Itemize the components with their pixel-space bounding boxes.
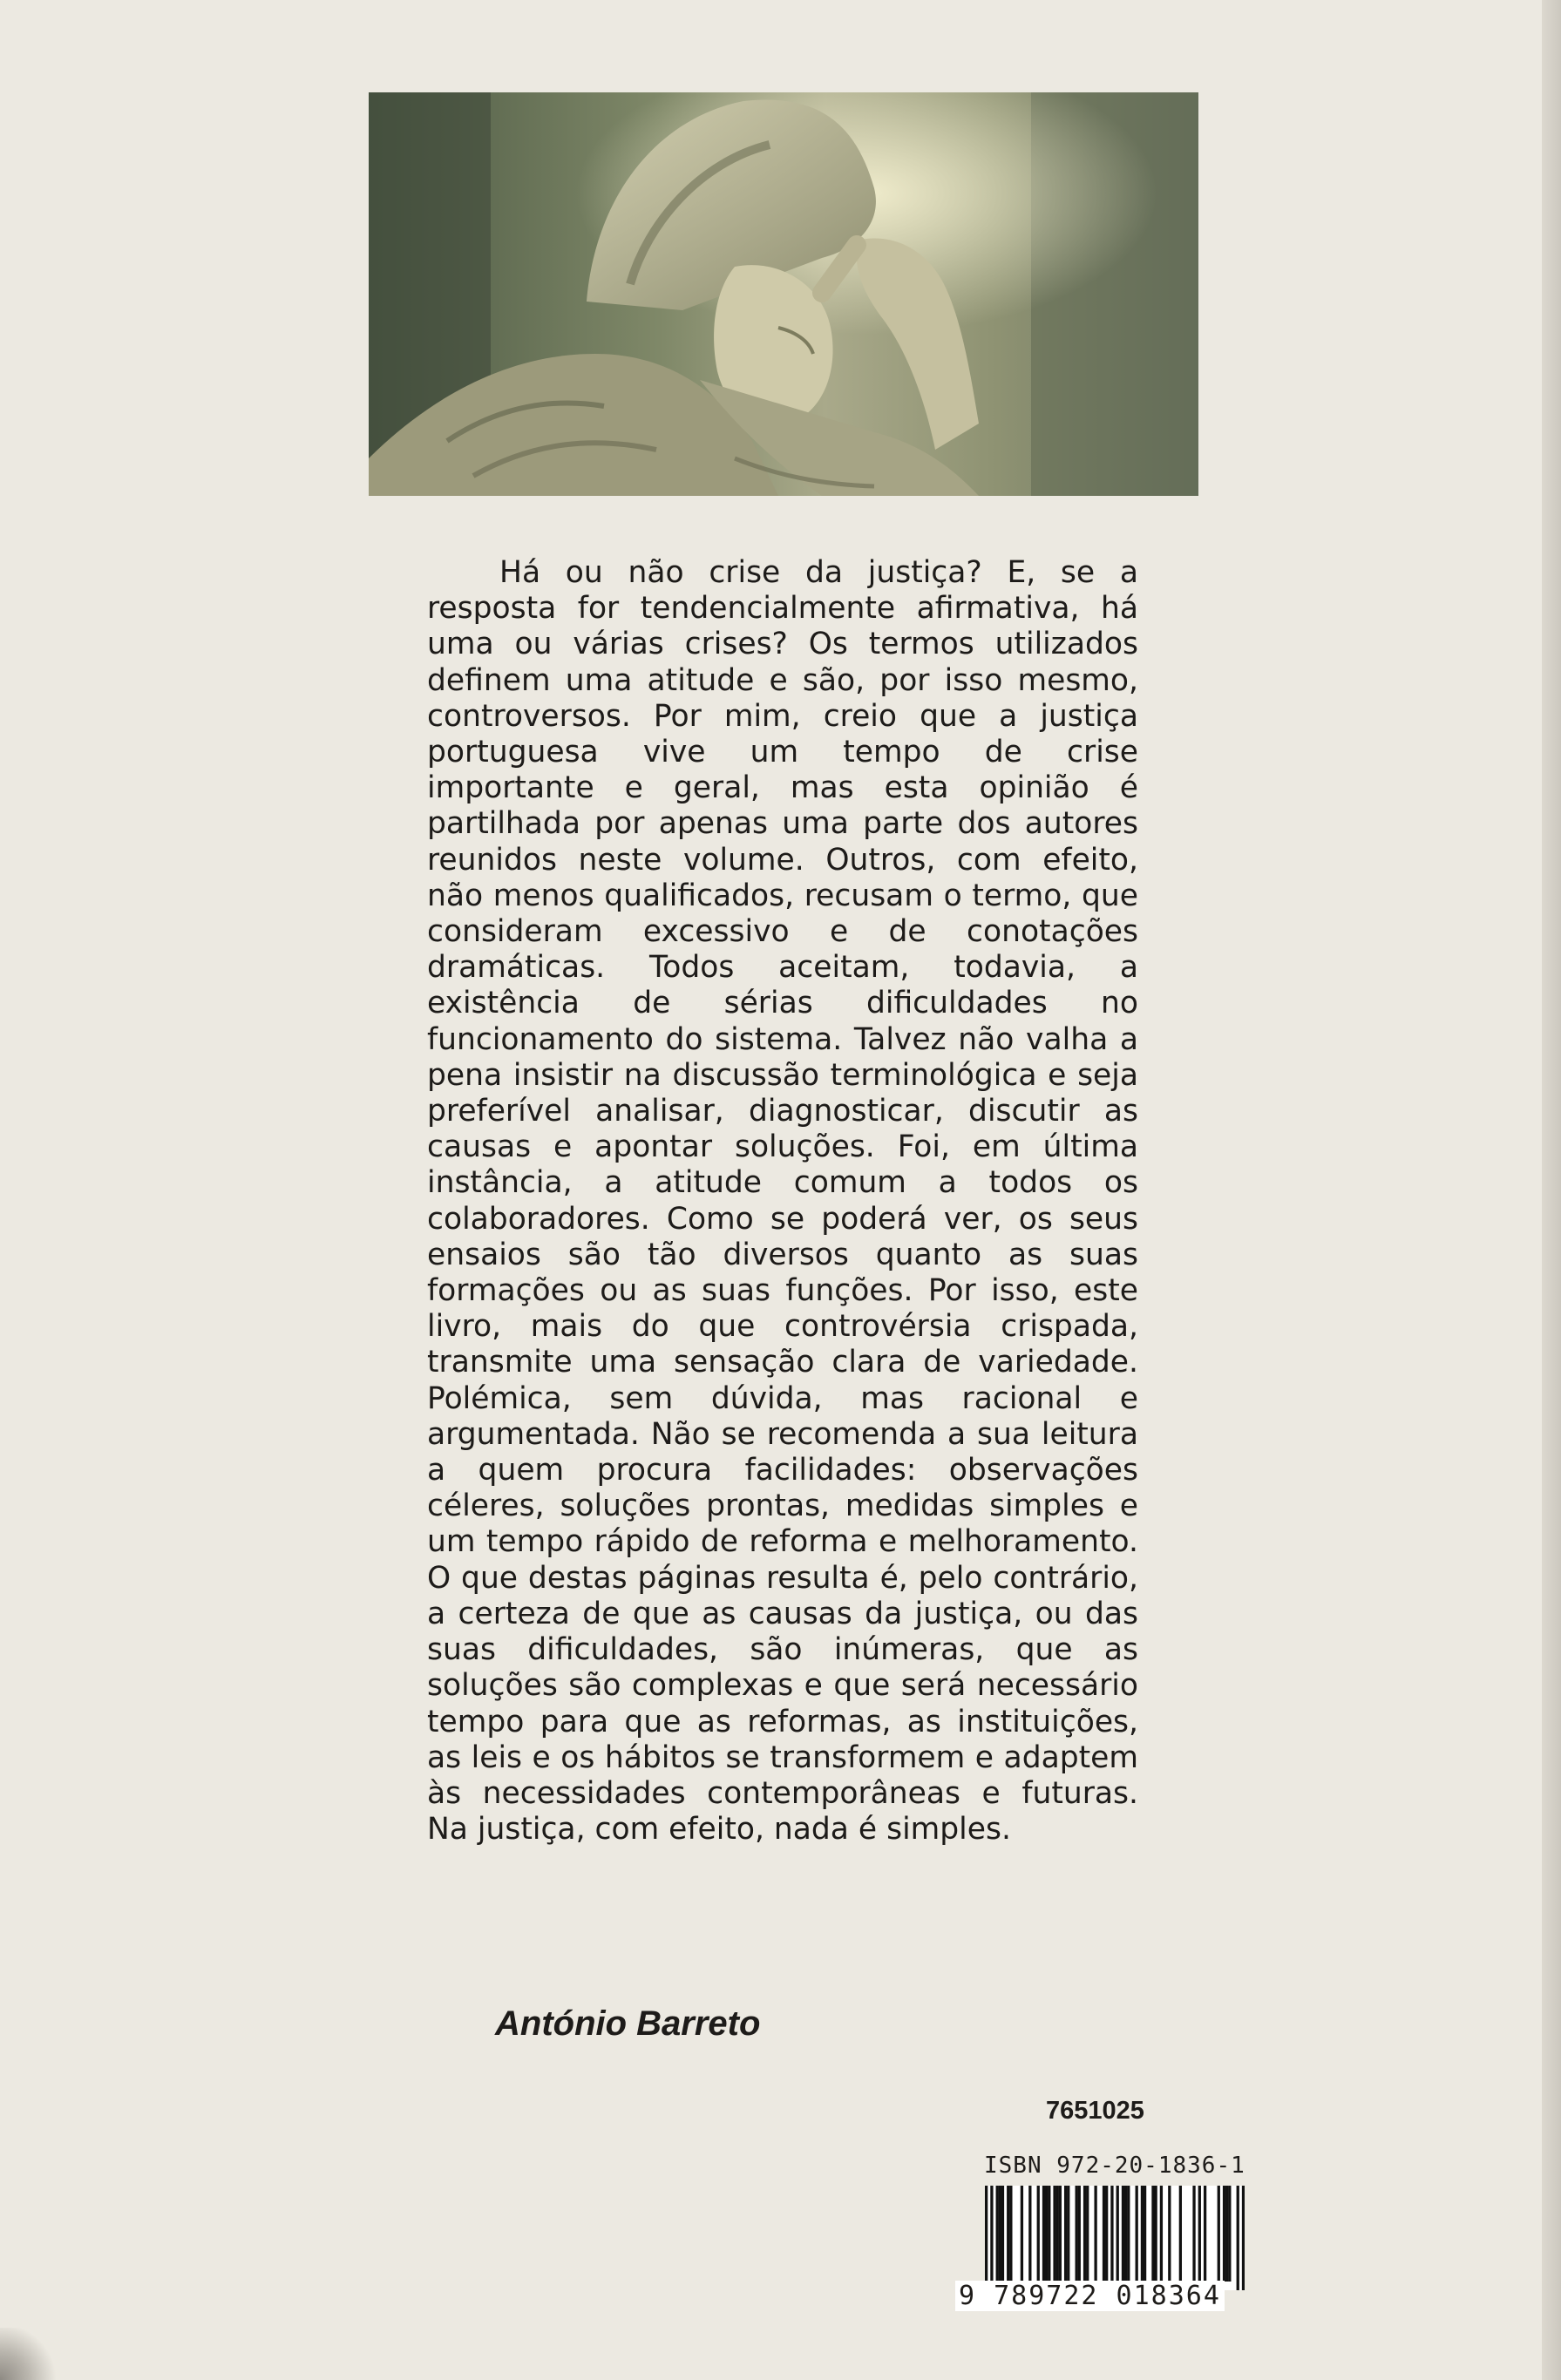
barcode-bar — [1105, 2186, 1108, 2282]
barcode-bar — [1064, 2186, 1067, 2282]
barcode-bar — [1154, 2186, 1157, 2282]
barcode-bar — [1225, 2186, 1228, 2282]
barcode-bar — [1127, 2186, 1130, 2282]
barcode-bar — [1151, 2186, 1154, 2282]
barcode-bar — [1083, 2186, 1086, 2282]
barcode-bar — [1116, 2186, 1119, 2290]
barcode-bar — [1009, 2186, 1012, 2282]
barcode-bar — [1001, 2186, 1004, 2282]
barcode-bar — [999, 2186, 1001, 2282]
barcode-bar — [1198, 2186, 1201, 2282]
barcode-bar — [1067, 2186, 1069, 2282]
product-code: 7651025 — [1046, 2097, 1144, 2125]
barcode-bar — [1045, 2186, 1048, 2282]
barcode-bar — [1160, 2186, 1163, 2282]
author-name: António Barreto — [495, 2004, 761, 2043]
blurb-text: Há ou não crise da justiça? E, se a resposta for tendencialmente afirmativa, há uma ou várias crises? Os termos utilizados definem uma atitude e são, por isso mesmo, controversos. Por mim, creio que a justiça portuguesa vive um tempo de crise importante e geral, mas esta opinião é partilhada por apenas uma parte dos autores reunidos neste volume. Outros, com efeito, não menos qualificados, recusam o termo, que consideram excessivo e de conotações dramáticas. Todos aceitam, todavia, a existência de sérias dificuldades no funcionamento do sistema. Talvez não valha a pena insistir na discussão terminológica e seja preferível analisar, diagnosticar, discutir as causas e apontar soluções. Foi, em última instância, a atitude comum a todos os colaboradores. Como se poderá ver, os seus ensaios são tão diversos quanto as suas formações ou as suas funções. Por isso, este livro, mais do que controvérsia crispada, transmite uma sensação clara de variedade. Polémica, sem dúvida, mas racional e argumentada. Não se recomenda a sua leitura a quem procura facilidades: observações céleres, soluções prontas, medidas simples e um tempo rápido de reforma e melhoramento. O que destas páginas resulta é, pelo contrário, a certeza de que as causas da justiça, ou das suas dificuldades, são inúmeras, que as soluções são complexas e que será necessário tempo para que as reformas, as instituições, as leis e os hábitos se transformem e adaptem às necessidades contemporâneas e futuras. Na justiça, com efeito, nada é simples. — [427, 555, 1138, 1848]
barcode-bar — [1192, 2186, 1195, 2282]
barcode-bar — [1094, 2186, 1096, 2282]
barcode-bar — [1078, 2186, 1081, 2282]
barcode-bar — [985, 2186, 988, 2290]
barcode-bar — [1037, 2186, 1040, 2282]
barcode-bar — [1237, 2186, 1239, 2290]
barcode-bar — [1053, 2186, 1055, 2282]
barcode-bar — [1168, 2186, 1171, 2282]
barcode-bar — [1144, 2186, 1146, 2282]
barcode-bar — [1028, 2186, 1031, 2282]
barcode-bar — [1122, 2186, 1124, 2282]
barcode-bar — [1141, 2186, 1144, 2282]
barcode-bar — [1103, 2186, 1105, 2282]
athena-relief-photo-icon — [369, 92, 1198, 496]
barcode-bar — [1048, 2186, 1050, 2282]
barcode-bar — [1042, 2186, 1045, 2282]
barcode-bar — [1204, 2186, 1206, 2282]
barcode-bar — [1021, 2186, 1023, 2282]
spine-edge — [1542, 0, 1561, 2380]
barcode-bar — [1223, 2186, 1225, 2282]
barcode-digits: 9 789722 018364 — [955, 2281, 1225, 2311]
barcode-bar — [1110, 2186, 1113, 2290]
corner-wear — [0, 2328, 61, 2380]
barcode-bar — [1059, 2186, 1062, 2282]
barcode-bar — [1228, 2186, 1231, 2282]
barcode-bar — [990, 2186, 993, 2290]
barcode-bar — [1136, 2186, 1138, 2282]
barcode-bar — [1218, 2186, 1220, 2282]
barcode-bar — [1056, 2186, 1059, 2282]
barcode-bar — [1242, 2186, 1245, 2290]
isbn-label: ISBN 972-20-1836-1 — [984, 2153, 1245, 2179]
barcode-icon — [985, 2186, 1245, 2290]
barcode-bar — [1179, 2186, 1182, 2282]
barcode-bar — [1086, 2186, 1089, 2282]
barcode-bar — [996, 2186, 999, 2282]
barcode-bar — [1007, 2186, 1009, 2282]
barcode-bar — [1124, 2186, 1127, 2282]
barcode-bar — [1076, 2186, 1078, 2282]
